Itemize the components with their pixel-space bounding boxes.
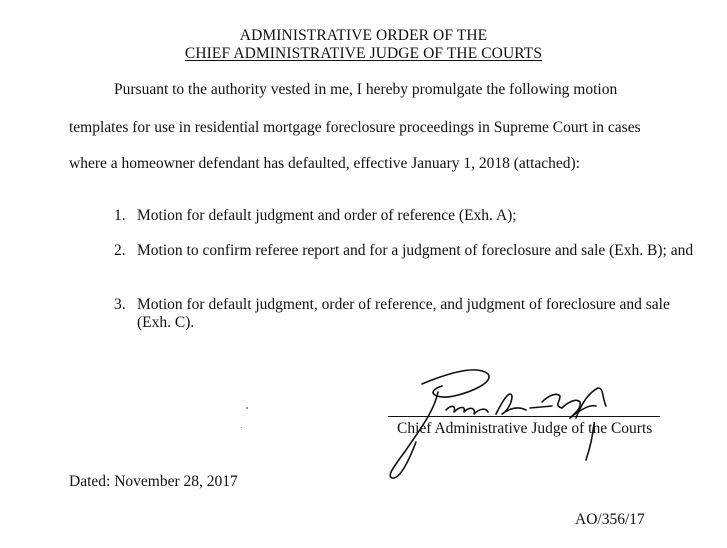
paragraph-line-1: Pursuant to the authority vested in me, I hereby promulgate the following motion	[114, 81, 618, 98]
signature-line	[388, 416, 660, 417]
list-number: 2.	[114, 242, 126, 259]
paragraph-line-2: templates for use in residential mortgage foreclosure proceedings in Supreme Court in cases	[69, 119, 641, 136]
list-text: Motion to confirm referee report and for a judgment of foreclosure and sale (Exh. B); and	[137, 242, 694, 259]
title-line-1: ADMINISTRATIVE ORDER OF THE	[239, 27, 488, 44]
scan-speck	[246, 407, 248, 409]
scan-speck	[241, 427, 242, 428]
document-title	[0, 27, 727, 63]
signature-caption: Chief Administrative Judge of the Courts	[397, 420, 653, 437]
document-number: AO/356/17	[575, 511, 645, 528]
list-number: 1.	[114, 207, 126, 224]
dated-line: Dated: November 28, 2017	[69, 473, 238, 490]
list-text: Motion for default judgment, order of reference, and judgment of foreclosure and sale (Exh. C).	[137, 296, 670, 331]
list-text: Motion for default judgment and order of reference (Exh. A);	[137, 207, 517, 224]
paragraph-line-3: where a homeowner defendant has defaulted, effective January 1, 2018 (attached):	[69, 155, 580, 172]
title-line-2: CHIEF ADMINISTRATIVE JUDGE OF THE COURTS	[184, 45, 543, 62]
list-number: 3.	[114, 296, 126, 313]
